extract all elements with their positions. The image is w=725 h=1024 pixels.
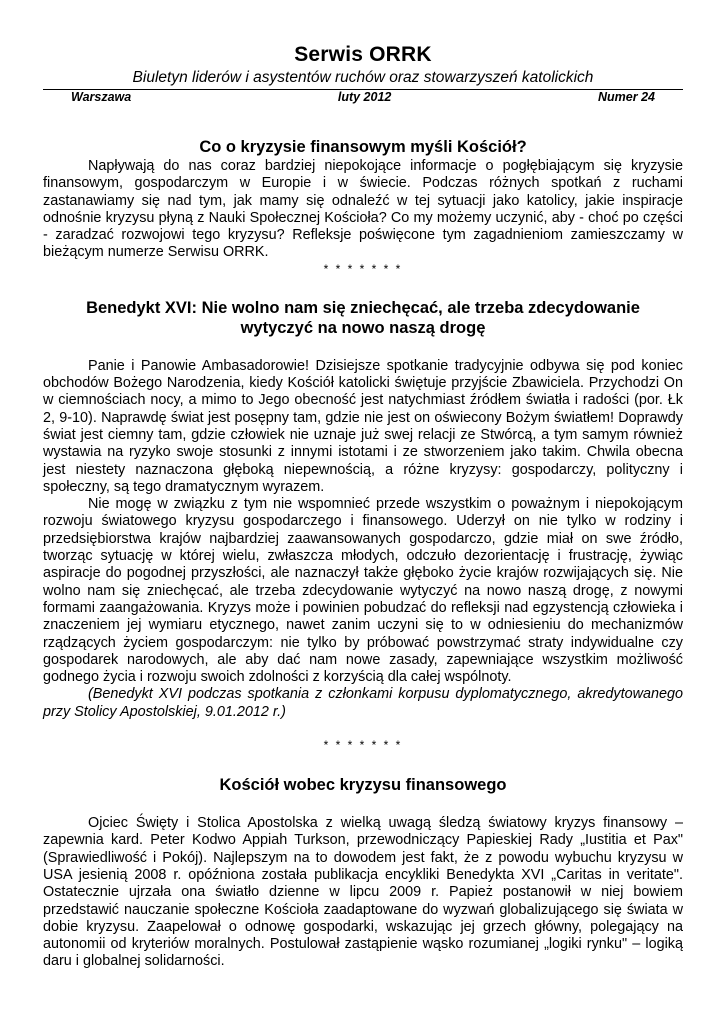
article1-separator: * * * * * * * — [323, 261, 403, 276]
article2-separator: * * * * * * * — [323, 738, 403, 753]
article2-paragraph-2: Nie mogę w związku z tym nie wspomnieć przede wszystkim o poważnym i niepokojącym rozwoju światowego kryzysu gospodarczego i finansowego. Uderzył on nie tylko w rodziny i przedsiębiorstwa krajów najbardziej zaawansowanych gospodarczo, gdzie miał on swe źródło, tworząc sytuację w której wielu, zwłaszcza młodych, odczuło dezorientację i frustrację, żywiąc aspiracje do pogodnej przyszłości, ale naznaczył także głęboko życie krajów rozwijających się. Nie wolno nam się zniechęcać, ale trzeba zdecydowanie wytyczyć na nowo naszą drogę, z nowymi formami zaangażowania. Kryzys może i powinien pobudzać do refleksji nad egzystencją człowieka i znaczeniem jej wymiaru etycznego, nawet zanim uczyni się to w odniesieniu do mechanizmów rządzących życiem gospodarczym: nie tylko by próbować powstrzymać straty indywidualne czy gospodarek narodowych, ale aby dać nam nowe zasady, zapewniające wszystkim możliwość godnego życia i rozwoju swoich zdolności z korzyścią dla całej wspólnoty. — [43, 496, 683, 686]
article3-title: Kościół wobec kryzysu finansowego — [219, 776, 507, 795]
article1-body: Napływają do nas coraz bardziej niepokojące informacje o pogłębiającym się kryzysie finansowym, gospodarczym w Europie i w świecie. Podczas różnych spotkań z ruchami zastanawiamy się nad tym, jak mamy się odnaleźć w tej sytuacji jako katolicy, jakie inspiracje odnośnie kryzysu płyną z Nauki Społecznej Kościoła? Co my możemy uczynić, aby - choć po części - zaradzać rozwojowi tego kryzysu? Refleksje poświęcone tym zagadnieniom zamieszczamy w bieżącym numerze Serwisu ORRK. — [43, 158, 683, 261]
issue-line — [43, 90, 683, 104]
article3-body: Ojciec Święty i Stolica Apostolska z wielką uwagą śledzą światowy kryzys finansowy – zapewnia kard. Peter Kodwo Appiah Turkson, przewodniczący Papieskiej Rady „Iustitia et Pax" (Sprawiedliwość i Pokój). Najlepszym na to dowodem jest fakt, że z powodu wybuchu kryzysu w USA jesienią 2008 r. opóźniona została publikacja encykliki Benedykta XVI „Caritas in veritate". Ostatecznie ujrzała ona światło dzienne w lipcu 2009 r. Papież postanowił w niej bowiem przedstawić nauczanie społeczne Kościoła zaadaptowane do wyzwań globalizującego się świata w dobie kryzysu. Zaapelował o odnowę gospodarki, wskazując jej grzech główny, polegający na autonomii od kryteriów moralnych. Postulował zastąpienie wąsko rozumianej „logiki rynku" – logiką daru i globalnej solidarności. — [43, 815, 683, 970]
issue-place: Warszawa — [71, 90, 132, 104]
article2-paragraph-1: Panie i Panowie Ambasadorowie! Dzisiejsze spotkanie tradycyjnie odbywa się pod koniec obchodów Bożego Narodzenia, kiedy Kościół katolicki świętuje przyjście Zbawiciela. Przychodzi On w ciemnościach nocy, a mimo to Jego obecność jest natychmiast źródłem światła i radości (por. Łk 2, 9-10). Naprawdę świat jest posępny tam, gdzie nie jest on oświecony Bożym światłem! Doprawdy świat jest ciemny tam, gdzie człowiek nie uznaje już swej relacji ze Stwórcą, a tym samym również wystawia na ryzyko swoje stosunki z innymi istotami i ze stworzeniem jako takim. Chwila obecna jest niestety naznaczona głęboką niepewnością, a różne kryzysy: gospodarczy, polityczny i społeczny, są tego dramatycznym wyrazem. — [43, 357, 683, 495]
article2-source: (Benedykt XVI podczas spotkania z członkami korpusu dyplomatycznego, akredytowanego przy Stolicy Apostolskiej, 9.01.2012 r.) — [43, 686, 683, 720]
issue-number: Numer 24 — [598, 90, 655, 104]
newsletter-subtitle: Biuletyn liderów i asystentów ruchów oraz stowarzyszeń katolickich — [132, 69, 594, 86]
article2-title: Benedykt XVI: Nie wolno nam się zniechęcać, ale trzeba zdecydowanie wytyczyć na nowo naszą drogę — [86, 298, 640, 337]
document-page — [43, 0, 683, 971]
newsletter-title: Serwis ORRK — [294, 43, 432, 66]
article1-title: Co o kryzysie finansowym myśli Kościół? — [199, 138, 527, 156]
issue-date: luty 2012 — [337, 90, 392, 104]
